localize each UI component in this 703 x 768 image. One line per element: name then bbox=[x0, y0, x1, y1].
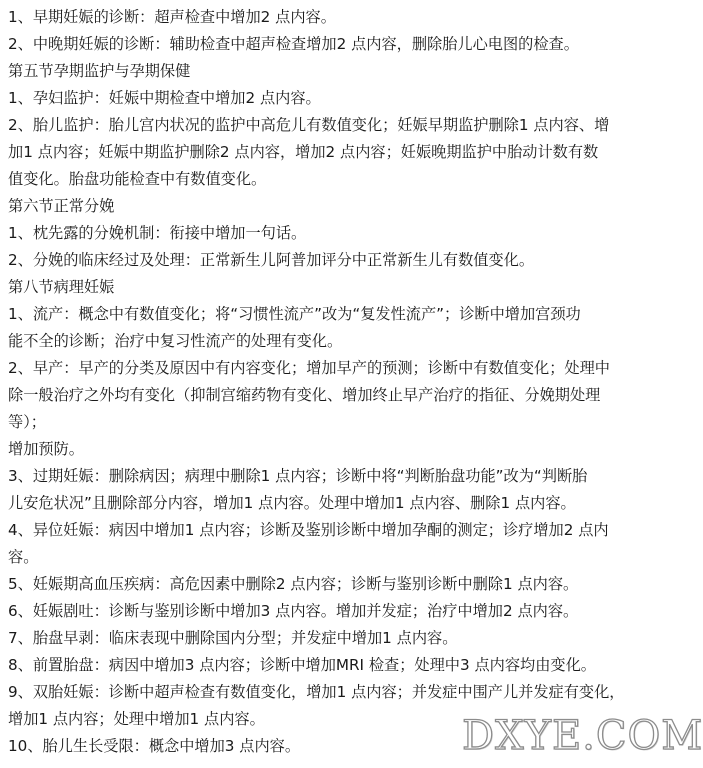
text-line: 1、孕妇监护：妊娠中期检查中增加2 点内容。 bbox=[8, 89, 321, 107]
text-line: 2、中晚期妊娠的诊断：辅助检查中超声检查增加2 点内容，删除胎儿心电图的检查。 bbox=[8, 35, 579, 53]
section-heading: 第五节孕期监护与孕期保健 bbox=[8, 62, 191, 80]
text-line: 7、胎盘早剥：临床表现中删除国内分型；并发症中增加1 点内容。 bbox=[8, 629, 458, 647]
text-line: 除一般治疗之外均有变化（抑制宫缩药物有变化、增加终止早产治疗的指征、分娩期处理 bbox=[8, 386, 601, 404]
text-line: 1、枕先露的分娩机制：衔接中增加一句话。 bbox=[8, 224, 307, 242]
text-line: 2、分娩的临床经过及处理：正常新生儿阿普加评分中正常新生儿有数值变化。 bbox=[8, 251, 535, 269]
text-line: 等）； bbox=[8, 413, 46, 431]
text-line: 1、流产：概念中有数值变化；将“习惯性流产”改为“复发性流产”；诊断中增加宫颈功 bbox=[8, 305, 581, 323]
text-line: 9、双胎妊娠：诊断中超声检查有数值变化，增加1 点内容；并发症中围产儿并发症有变化， bbox=[8, 683, 625, 701]
text-line: 3、过期妊娠：删除病因；病理中删除1 点内容；诊断中将“判断胎盘功能”改为“判断胎 bbox=[8, 467, 588, 485]
section-heading: 第六节正常分娩 bbox=[8, 197, 115, 215]
text-line: 6、妊娠剧吐：诊断与鉴别诊断中增加3 点内容。增加并发症；治疗中增加2 点内容。 bbox=[8, 602, 579, 620]
text-line: 加1 点内容；妊娠中期监护删除2 点内容，增加2 点内容；妊娠晚期监护中胎动计数有数 bbox=[8, 143, 599, 161]
text-line: 2、胎儿监护：胎儿宫内状况的监护中高危儿有数值变化；妊娠早期监护删除1 点内容、增 bbox=[8, 116, 610, 134]
text-line: 2、早产：早产的分类及原因中有内容变化；增加早产的预测；诊断中有数值变化；处理中 bbox=[8, 359, 610, 377]
text-line: 10、胎儿生长受限：概念中增加3 点内容。 bbox=[8, 737, 301, 755]
text-line: 1、早期妊娠的诊断：超声检查中增加2 点内容。 bbox=[8, 8, 336, 26]
text-line: 4、异位妊娠：病因中增加1 点内容；诊断及鉴别诊断中增加孕酮的测定；诊疗增加2 点内 bbox=[8, 521, 609, 539]
text-line: 8、前置胎盘：病因中增加3 点内容；诊断中增加MRI 检查；处理中3 点内容均由变化。 bbox=[8, 656, 596, 674]
text-line: 值变化。胎盘功能检查中有数值变化。 bbox=[8, 170, 267, 188]
site-watermark: DXYE.COM bbox=[462, 713, 703, 759]
text-line: 能不全的诊断；治疗中复习性流产的处理有变化。 bbox=[8, 332, 343, 350]
text-line: 增加1 点内容；处理中增加1 点内容。 bbox=[8, 710, 265, 728]
text-line: 儿安危状况”且删除部分内容，增加1 点内容。处理中增加1 点内容、删除1 点内容。 bbox=[8, 494, 576, 512]
text-line: 增加预防。 bbox=[8, 440, 84, 458]
text-line: 容。 bbox=[8, 548, 39, 566]
text-line: 5、妊娠期高血压疾病：高危因素中删除2 点内容；诊断与鉴别诊断中删除1 点内容。 bbox=[8, 575, 579, 593]
section-heading: 第八节病理妊娠 bbox=[8, 278, 115, 296]
